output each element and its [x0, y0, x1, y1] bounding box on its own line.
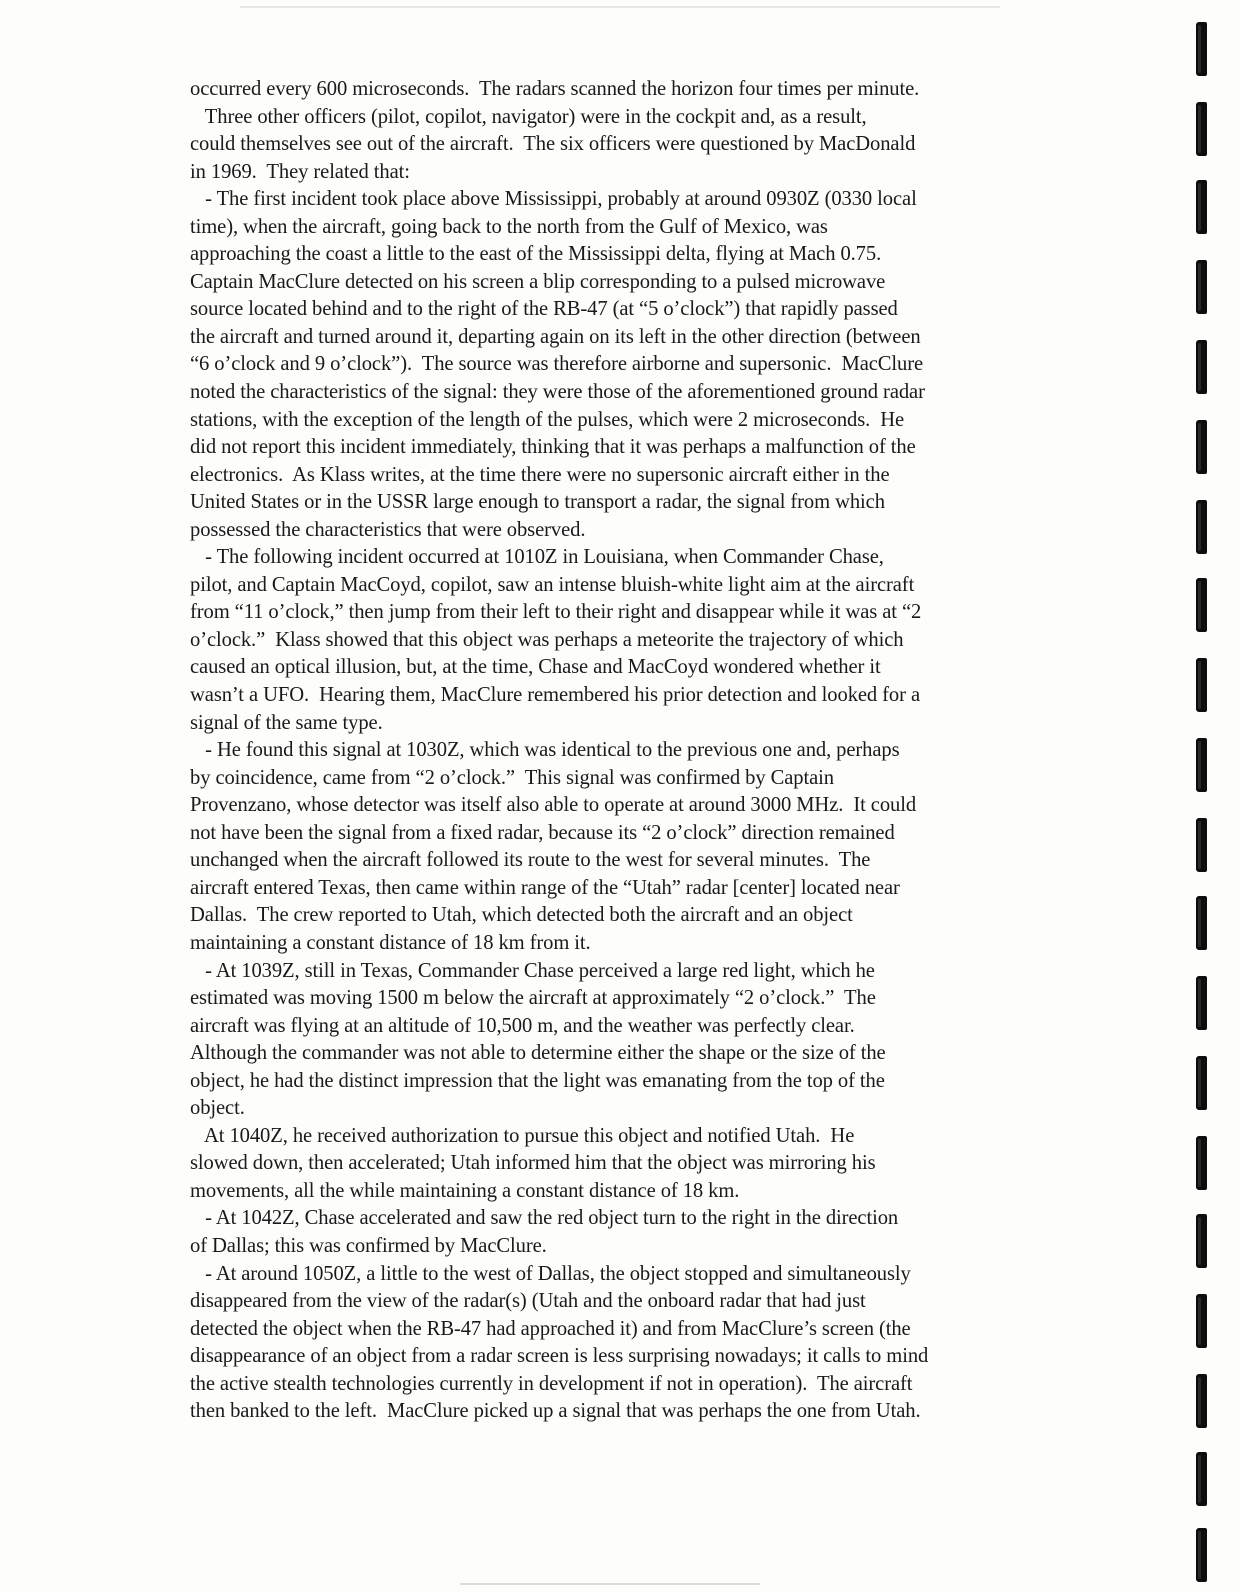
text-line: Provenzano, whose detector was itself also able to operate at around 3000 MHz. It could [190, 794, 917, 817]
punch-hole-mark [1196, 1374, 1207, 1428]
punch-hole-mark [1196, 1294, 1207, 1348]
text-line: disappeared from the view of the radar(s) (Utah and the onboard radar that had just [190, 1290, 866, 1313]
punch-hole-mark [1196, 976, 1207, 1030]
text-line: - The first incident took place above Mississippi, probably at around 0930Z (0330 local [190, 188, 917, 211]
punch-hole-mark [1196, 420, 1207, 474]
text-line: o’clock.” Klass showed that this object was perhaps a meteorite the trajectory of which [190, 628, 904, 651]
text-line: disappearance of an object from a radar screen is less surprising nowadays; it calls to mind [190, 1345, 929, 1368]
text-line: the aircraft and turned around it, departing again on its left in the other direction (between [190, 325, 921, 348]
text-line: possessed the characteristics that were observed. [190, 518, 586, 541]
punch-hole-mark [1196, 1214, 1207, 1268]
text-line: not have been the signal from a fixed radar, because its “2 o’clock” direction remained [190, 821, 895, 844]
text-line: aircraft was flying at an altitude of 10,500 m, and the weather was perfectly clear. [190, 1014, 855, 1037]
text-line: time), when the aircraft, going back to the north from the Gulf of Mexico, was [190, 215, 828, 238]
top-edge-line [240, 6, 1000, 8]
text-line: aircraft entered Texas, then came within range of the “Utah” radar [center] located near [190, 876, 900, 899]
punch-hole-mark [1196, 180, 1207, 234]
punch-hole-mark [1196, 738, 1207, 792]
text-line: - The following incident occurred at 1010Z in Louisiana, when Commander Chase, [190, 546, 884, 569]
text-line: stations, with the exception of the length of the pulses, which were 2 microseconds. He [190, 408, 905, 431]
text-line: - At around 1050Z, a little to the west of Dallas, the object stopped and simultaneously [190, 1262, 911, 1285]
text-line: maintaining a constant distance of 18 km from it. [190, 931, 591, 954]
text-line: object. [190, 1097, 245, 1120]
text-line: unchanged when the aircraft followed its route to the west for several minutes. The [190, 849, 871, 872]
punch-hole-mark [1196, 1136, 1207, 1190]
text-line: from “11 o’clock,” then jump from their left to their right and disappear while it was at “2 [190, 601, 922, 624]
text-line: Captain MacClure detected on his screen a blip corresponding to a pulsed microwave [190, 270, 886, 293]
body-text [190, 76, 1090, 1426]
text-line: At 1040Z, he received authorization to pursue this object and notified Utah. He [190, 1124, 855, 1147]
text-line: object, he had the distinct impression that the light was emanating from the top of the [190, 1069, 885, 1092]
punch-hole-mark [1196, 578, 1207, 632]
punch-hole-mark [1196, 1528, 1207, 1582]
text-line: did not report this incident immediately, thinking that it was perhaps a malfunction of the [190, 436, 916, 459]
punch-hole-mark [1196, 1056, 1207, 1110]
punch-hole-mark [1196, 340, 1207, 394]
text-line: source located behind and to the right of the RB-47 (at “5 o’clock”) that rapidly passed [190, 298, 898, 321]
text-line: caused an optical illusion, but, at the time, Chase and MacCoyd wondered whether it [190, 656, 881, 679]
text-line: slowed down, then accelerated; Utah informed him that the object was mirroring his [190, 1152, 876, 1175]
text-line: occurred every 600 microseconds. The radars scanned the horizon four times per minute. [190, 78, 920, 100]
text-line: the active stealth technologies currently in development if not in operation). The aircraft [190, 1372, 913, 1395]
text-line: noted the characteristics of the signal: they were those of the aforementioned ground radar [190, 381, 925, 404]
text-line: United States or in the USSR large enough to transport a radar, the signal from which [190, 491, 885, 514]
text-line: - At 1042Z, Chase accelerated and saw the red object turn to the right in the direction [190, 1207, 899, 1230]
text-line: - At 1039Z, still in Texas, Commander Chase perceived a large red light, which he [190, 959, 875, 982]
text-line: “6 o’clock and 9 o’clock”). The source was therefore airborne and supersonic. MacClure [190, 353, 924, 376]
punch-hole-mark [1196, 260, 1207, 314]
text-line: electronics. As Klass writes, at the time there were no supersonic aircraft either in the [190, 463, 890, 486]
text-line: Three other officers (pilot, copilot, navigator) were in the cockpit and, as a result, [190, 105, 867, 128]
punch-hole-mark [1196, 1452, 1207, 1506]
punch-hole-mark [1196, 818, 1207, 872]
punch-hole-mark [1196, 22, 1207, 76]
text-line: approaching the coast a little to the east of the Mississippi delta, flying at Mach 0.75. [190, 243, 882, 266]
punch-hole-mark [1196, 658, 1207, 712]
text-line: estimated was moving 1500 m below the aircraft at approximately “2 o’clock.” The [190, 987, 876, 1010]
text-line: then banked to the left. MacClure picked up a signal that was perhaps the one from Utah. [190, 1400, 921, 1423]
text-line: by coincidence, came from “2 o’clock.” This signal was confirmed by Captain [190, 766, 834, 789]
text-line: Dallas. The crew reported to Utah, which detected both the aircraft and an object [190, 904, 853, 927]
punch-hole-mark [1196, 500, 1207, 554]
text-line: Although the commander was not able to determine either the shape or the size of the [190, 1042, 886, 1065]
text-line: - He found this signal at 1030Z, which was identical to the previous one and, perhaps [190, 739, 900, 762]
punch-hole-mark [1196, 896, 1207, 950]
text-line: movements, all the while maintaining a constant distance of 18 km. [190, 1179, 740, 1202]
text-line: could themselves see out of the aircraft. The six officers were questioned by MacDonald [190, 133, 916, 156]
text-line: pilot, and Captain MacCoyd, copilot, saw an intense bluish-white light aim at the aircraft [190, 573, 915, 596]
text-line: in 1969. They related that: [190, 160, 410, 183]
punch-hole-mark [1196, 102, 1207, 156]
text-line: of Dallas; this was confirmed by MacClure. [190, 1234, 547, 1257]
text-line: signal of the same type. [190, 711, 383, 734]
bottom-edge-line [460, 1583, 760, 1585]
text-line: detected the object when the RB-47 had approached it) and from MacClure’s screen (the [190, 1317, 911, 1340]
text-line: wasn’t a UFO. Hearing them, MacClure remembered his prior detection and looked for a [190, 684, 920, 707]
